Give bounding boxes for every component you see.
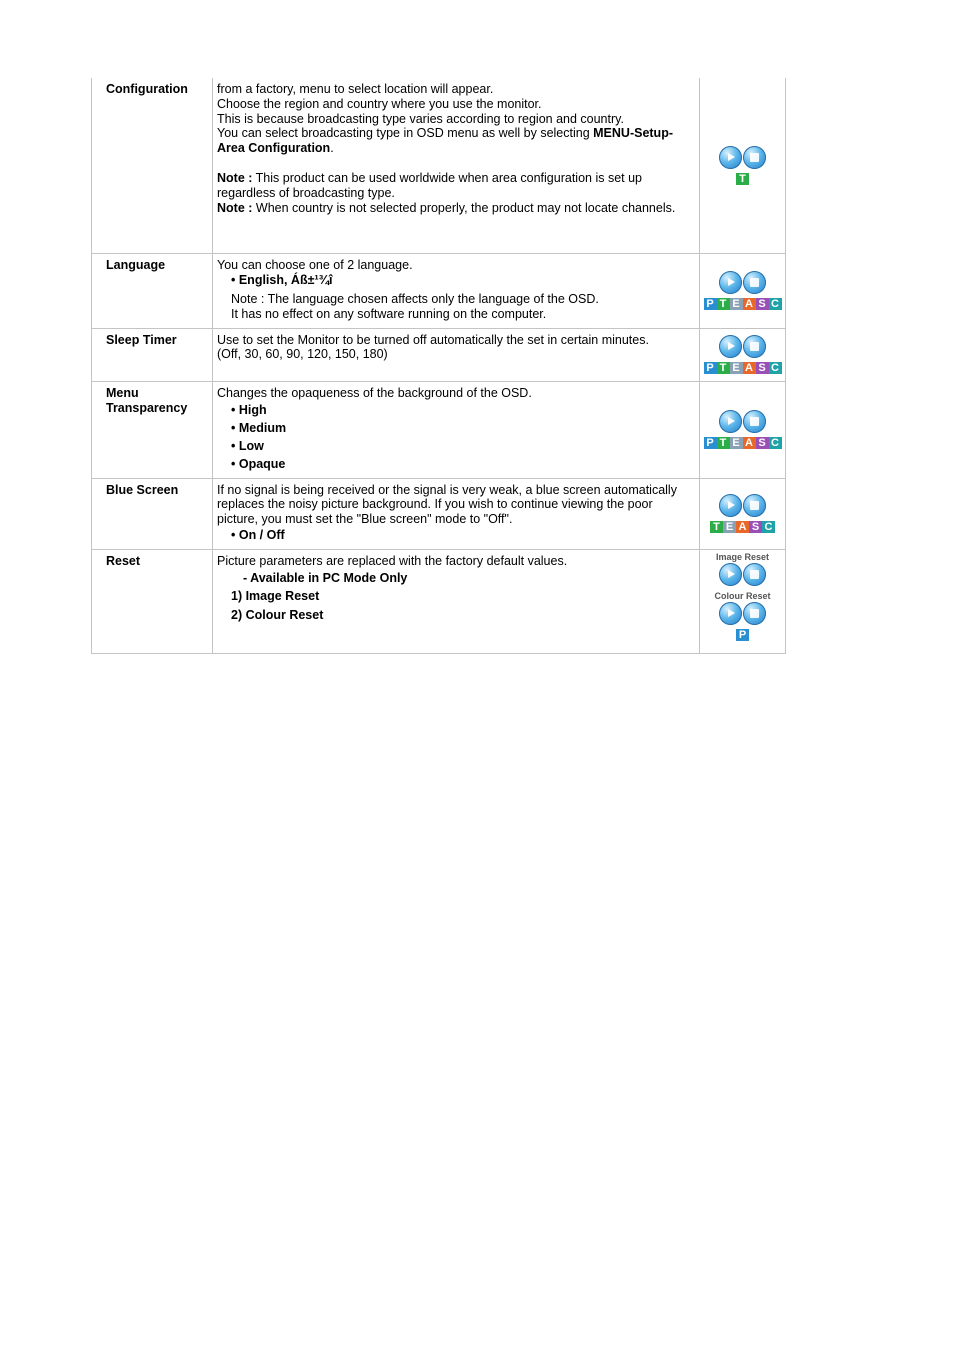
play-button-icon (719, 563, 742, 586)
mode-badge: E (730, 362, 743, 374)
desc-line: Changes the opaqueness of the background of the OSD. (217, 385, 532, 400)
setting-name: Sleep Timer (92, 328, 213, 381)
setting-description (213, 328, 700, 381)
stop-button-icon (743, 410, 766, 433)
table-row (92, 328, 786, 381)
mode-badge: T (736, 173, 749, 185)
setting-name: Reset (92, 549, 213, 653)
stop-button-icon (743, 335, 766, 358)
mode-badge: P (704, 437, 717, 449)
table-row (92, 478, 786, 549)
note-line: Note : The language chosen affects only the language of the OSD. (231, 292, 599, 307)
desc-line: (Off, 30, 60, 90, 120, 150, 180) (217, 347, 388, 362)
option-item: 1) Image Reset (231, 589, 320, 604)
availability-note: - Available in PC Mode Only (243, 571, 408, 586)
mode-badge: C (769, 362, 782, 374)
mode-badge: E (730, 437, 743, 449)
desc-line: Choose the region and country where you use the monitor. (217, 96, 542, 111)
stop-button-icon (743, 563, 766, 586)
mode-badge: T (717, 437, 730, 449)
mode-badge: T (710, 521, 723, 533)
setting-description (213, 381, 700, 478)
mode-icons (700, 381, 786, 478)
stop-button-icon (743, 602, 766, 625)
desc-line: from a factory, menu to select location will appear. (217, 82, 494, 96)
option-item: • On / Off (231, 527, 285, 542)
mode-icons (700, 78, 786, 253)
table-row (92, 549, 786, 653)
desc-line: Picture parameters are replaced with the factory default values. (217, 553, 568, 568)
note-line: Note : When country is not selected properly, the product may not locate channels. (217, 200, 676, 215)
desc-line: You can choose one of 2 language. (217, 257, 413, 272)
option-item: • Medium (231, 421, 287, 436)
setting-name: Configuration (92, 78, 213, 253)
mode-icons (700, 328, 786, 381)
mode-badge: P (704, 362, 717, 374)
mode-badge: E (723, 521, 736, 533)
table-row (92, 78, 786, 253)
option-item: • Opaque (231, 457, 286, 472)
table-row (92, 253, 786, 328)
stop-button-icon (743, 271, 766, 294)
mode-badge: T (717, 362, 730, 374)
desc-line: Use to set the Monitor to be turned off automatically the set in certain minutes. (217, 332, 649, 347)
note-line: Note : This product can be used worldwide when area configuration is set up regardless of broadcasting type. (217, 170, 643, 200)
settings-table (91, 78, 786, 654)
mode-badge: T (717, 298, 730, 310)
play-button-icon (719, 410, 742, 433)
play-button-icon (719, 335, 742, 358)
play-button-icon (719, 271, 742, 294)
setting-description (213, 78, 700, 253)
stop-button-icon (743, 146, 766, 169)
option-item: 2) Colour Reset (231, 608, 324, 623)
setting-name: Blue Screen (92, 478, 213, 549)
setting-name: Menu Transparency (92, 381, 213, 478)
desc-line: You can select broadcasting type in OSD menu as well by selecting MENU-Setup-Area Configuration. (217, 126, 673, 156)
note-line: It has no effect on any software running on the computer. (231, 307, 547, 322)
play-button-icon (719, 494, 742, 517)
image-reset-caption: Image Reset (715, 551, 770, 562)
mode-badge: A (736, 521, 749, 533)
stop-button-icon (743, 494, 766, 517)
mode-badge: P (704, 298, 717, 310)
mode-badge: E (730, 298, 743, 310)
setting-name: Language (92, 253, 213, 328)
mode-badge: A (743, 362, 756, 374)
mode-icons (700, 253, 786, 328)
play-button-icon (719, 602, 742, 625)
mode-badge: C (769, 298, 782, 310)
option-item: • Low (231, 439, 264, 454)
mode-badge: C (762, 521, 775, 533)
play-button-icon (719, 146, 742, 169)
mode-badge: C (769, 437, 782, 449)
mode-badge: A (743, 298, 756, 310)
option-item: • High (231, 403, 267, 418)
mode-badge: S (756, 298, 769, 310)
mode-badge: A (743, 437, 756, 449)
mode-badge: S (756, 362, 769, 374)
mode-badge: P (736, 629, 749, 641)
setting-description (213, 549, 700, 653)
option-item: • English, Áß±¹¾î (231, 273, 333, 288)
setting-description (213, 253, 700, 328)
colour-reset-caption: Colour Reset (714, 590, 771, 601)
setting-description (213, 478, 700, 549)
desc-line: If no signal is being received or the signal is very weak, a blue screen automatically replaces the noisy picture background. If you wish to continue viewing the poor picture, you must set the "Blue screen" mode to "Off". (217, 482, 677, 527)
table-row (92, 381, 786, 478)
mode-badge: S (749, 521, 762, 533)
mode-icons (700, 549, 786, 653)
desc-line: This is because broadcasting type varies according to region and country. (217, 111, 624, 126)
mode-icons (700, 478, 786, 549)
mode-badge: S (756, 437, 769, 449)
